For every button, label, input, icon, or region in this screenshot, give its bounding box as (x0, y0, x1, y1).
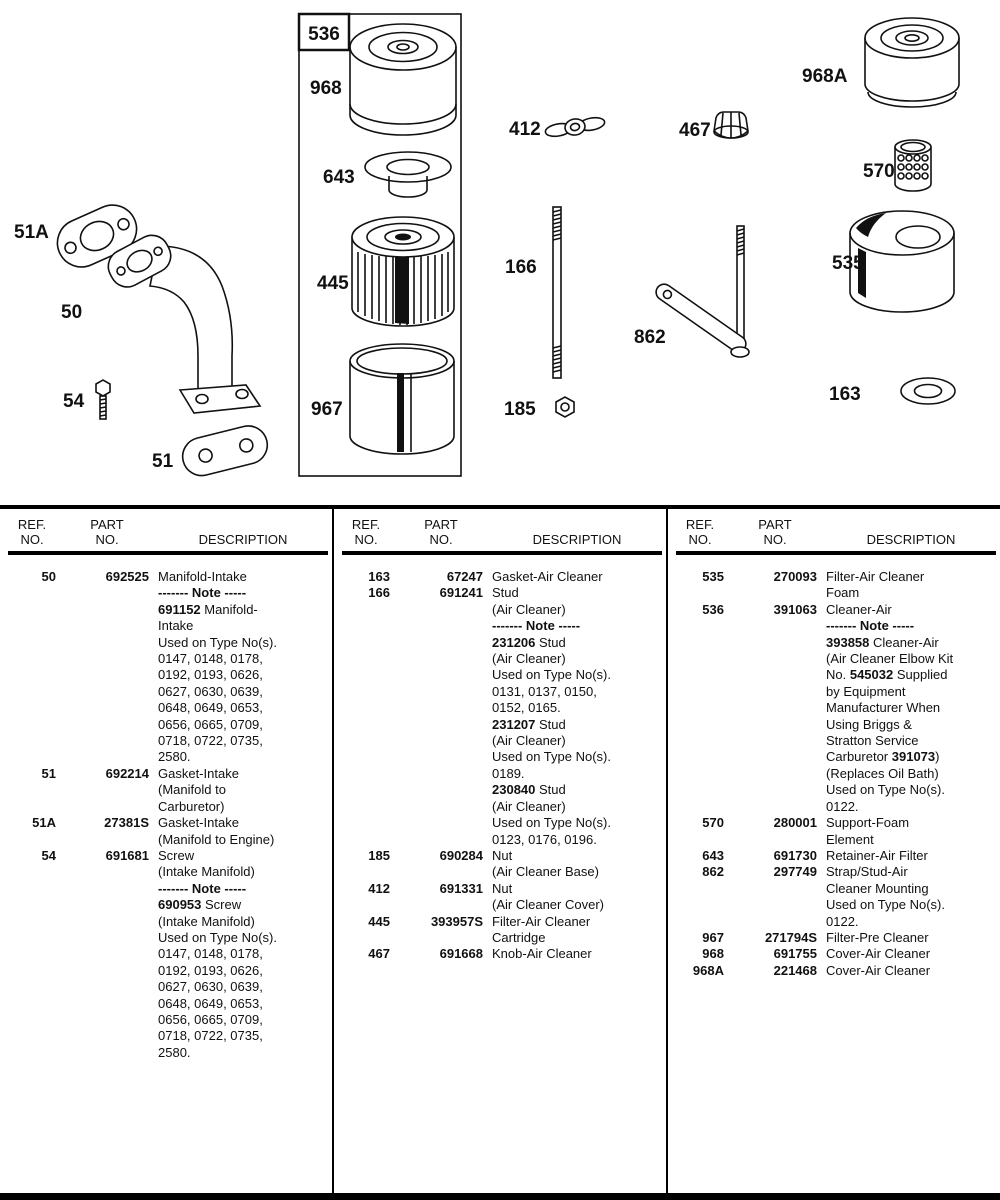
part-no: 67247 (446, 569, 483, 584)
description-line: Cartridge (492, 929, 546, 945)
part-445-filter-cartridge (352, 217, 454, 326)
description (492, 946, 662, 962)
description-line: Support-Foam (826, 815, 910, 831)
ref-no: 967 (702, 929, 724, 945)
ref-no: 445 (368, 913, 390, 929)
description (826, 963, 996, 979)
header-line: NO. (688, 531, 712, 547)
part-label-51: 51 (152, 451, 174, 472)
description (826, 946, 996, 962)
part-label-968a: 968A (802, 66, 848, 87)
table-row (342, 848, 662, 881)
description-line: 691152 Manifold- (158, 601, 258, 617)
description-line: Element (826, 831, 874, 847)
description-line: Gasket-Air Cleaner (492, 569, 603, 584)
table-row (342, 914, 662, 947)
part-51-gasket (179, 422, 272, 480)
header-ref-no (8, 518, 56, 547)
part-label-643: 643 (323, 167, 355, 188)
description-line: Foam (826, 585, 860, 601)
parts-table-section-1 (0, 509, 332, 1193)
description-line: Cleaner-Air (826, 601, 892, 617)
ref-no: 570 (702, 815, 724, 831)
table-row (676, 946, 996, 962)
description-line: Used on Type No(s). (826, 897, 945, 913)
description-line: Used on Type No(s). (826, 782, 945, 798)
table-header (342, 509, 662, 555)
ref-no: 412 (368, 880, 390, 896)
description-line: 0147, 0148, 0178, (158, 946, 263, 962)
header-line: NO. (429, 531, 453, 547)
part-967-pre-cleaner (350, 344, 454, 454)
part-no: 690284 (439, 847, 483, 863)
ref-no: 467 (368, 946, 390, 962)
description-line: ------- Note ----- (492, 618, 581, 634)
part-862-strap-stud (653, 226, 749, 357)
table-row (342, 585, 662, 848)
description-line: Filter-Air Cleaner (826, 569, 925, 584)
description (158, 848, 328, 1061)
description-line: 0648, 0649, 0653, (158, 995, 263, 1011)
description-line: Cleaner Mounting (826, 880, 929, 896)
description-line: Carburetor 391073) (826, 749, 940, 765)
part-label-166: 166 (505, 257, 537, 278)
part-54-screw (96, 380, 110, 419)
header-line: PART (424, 517, 458, 532)
description-line: ------- Note ----- (158, 880, 247, 896)
description-line: 0192, 0193, 0626, (158, 962, 263, 978)
ref-no: 968A (692, 962, 724, 978)
table-row (676, 569, 996, 602)
description-line: (Air Cleaner) (492, 798, 566, 814)
part-label-51a: 51A (14, 222, 49, 243)
description-line: 0656, 0665, 0709, (158, 1011, 263, 1027)
description-line: Used on Type No(s). (492, 667, 611, 683)
ref-no: 185 (368, 847, 390, 863)
part-968a-cover-air-cleaner (865, 18, 959, 107)
header-part-no (399, 518, 483, 547)
description-line: Gasket-Intake (158, 765, 239, 781)
table-body (342, 555, 662, 963)
part-166-stud (553, 207, 561, 378)
part-label-535: 535 (832, 253, 864, 274)
table-header (676, 509, 996, 555)
header-line: REF. (685, 517, 715, 532)
description-line: (Manifold to (158, 782, 226, 798)
header-ref-no (342, 518, 390, 547)
part-643-retainer-air-filter (365, 152, 451, 197)
header-description: DESCRIPTION (866, 531, 956, 547)
part-no: 391063 (773, 601, 817, 617)
table-row (676, 815, 996, 848)
description-line: 393858 Cleaner-Air (826, 634, 939, 650)
part-no: 27381S (104, 815, 149, 831)
parts-table-section-2 (332, 509, 666, 1193)
part-467-knob (714, 112, 748, 138)
description (492, 569, 662, 585)
description-line: 0192, 0193, 0626, (158, 667, 263, 683)
description-line: Manifold-Intake (158, 569, 247, 584)
header-description: DESCRIPTION (532, 531, 622, 547)
description (826, 930, 996, 946)
part-no: 221468 (773, 962, 817, 978)
description (158, 766, 328, 815)
part-no: 270093 (773, 569, 817, 584)
description-line: (Manifold to Engine) (158, 831, 275, 847)
ref-no: 535 (702, 569, 724, 584)
description-line: 0627, 0630, 0639, (158, 683, 263, 699)
part-label-570: 570 (863, 161, 895, 182)
description-line: 0718, 0722, 0735, (158, 733, 263, 749)
description-line: 0147, 0148, 0178, (158, 651, 263, 667)
description-line: Carburetor) (158, 798, 225, 814)
parts-table-section-3 (666, 509, 1000, 1193)
description-line: Intake (158, 618, 194, 634)
part-no: 691681 (105, 847, 149, 863)
table-row (676, 930, 996, 946)
table-body (8, 555, 328, 1061)
ref-no: 643 (702, 847, 724, 863)
description-line: ------- Note ----- (826, 618, 915, 634)
description-line: Gasket-Intake (158, 815, 239, 831)
description-line: 0122. (826, 798, 859, 814)
header-description: DESCRIPTION (198, 531, 288, 547)
table-row (8, 848, 328, 1061)
table-row (8, 815, 328, 848)
part-label-862: 862 (634, 327, 666, 348)
part-label-967: 967 (311, 399, 343, 420)
parts-diagram (0, 0, 1000, 500)
header-line: NO. (354, 531, 378, 547)
description-line: 230840 Stud (492, 782, 566, 798)
table-row (342, 881, 662, 914)
table-row (342, 569, 662, 585)
description-line: 0648, 0649, 0653, (158, 700, 263, 716)
part-label-54: 54 (63, 391, 85, 412)
part-no: 280001 (773, 815, 817, 831)
description-line: by Equipment (826, 683, 906, 699)
description-line: (Air Cleaner Base) (492, 864, 599, 880)
description-line: Screw (158, 847, 195, 863)
ref-no: 166 (368, 585, 390, 601)
part-no: 691241 (439, 585, 483, 601)
description-line: 0152, 0165. (492, 700, 561, 716)
header-line: REF. (351, 517, 381, 532)
part-label-185: 185 (504, 399, 536, 420)
description-line: 0656, 0665, 0709, (158, 716, 263, 732)
description-line: Cover-Air Cleaner (826, 946, 931, 962)
table-row (8, 569, 328, 766)
part-no: 393957S (430, 913, 483, 929)
part-no: 691755 (773, 946, 817, 962)
part-label-445: 445 (317, 273, 349, 294)
ref-no: 54 (41, 847, 56, 863)
description-line: 0131, 0137, 0150, (492, 683, 597, 699)
part-no: 297749 (773, 864, 817, 880)
description (826, 848, 996, 864)
description-line: (Air Cleaner) (492, 601, 566, 617)
description-line: Stratton Service (826, 733, 919, 749)
table-row (8, 766, 328, 815)
description-line: Retainer-Air Filter (826, 847, 928, 863)
description-line: Knob-Air Cleaner (492, 946, 592, 962)
part-570-support-foam-element (895, 140, 931, 191)
description (158, 569, 328, 766)
description-line: Filter-Pre Cleaner (826, 929, 929, 945)
ref-no: 163 (368, 569, 390, 584)
header-line: NO. (763, 531, 787, 547)
header-ref-no (676, 518, 724, 547)
description (826, 864, 996, 930)
header-line: NO. (95, 531, 119, 547)
description-line: Manufacturer When (826, 700, 941, 716)
description-line: (Air Cleaner Cover) (492, 897, 604, 913)
part-no: 692214 (105, 765, 149, 781)
description (492, 848, 662, 881)
description-line: 0123, 0176, 0196. (492, 831, 597, 847)
description-line: 2580. (158, 749, 191, 765)
part-no: 691730 (773, 847, 817, 863)
table-row (676, 848, 996, 864)
header-line: NO. (20, 531, 44, 547)
description-line: 0189. (492, 765, 525, 781)
part-412-wing-nut (544, 114, 606, 140)
description-line: Used on Type No(s). (158, 634, 277, 650)
table-row (676, 963, 996, 979)
table-body (676, 555, 996, 979)
description-line: Cover-Air Cleaner (826, 962, 931, 978)
description (492, 585, 662, 848)
description-line: ------- Note ----- (158, 585, 247, 601)
part-no: 691668 (439, 946, 483, 962)
part-label-467: 467 (679, 120, 711, 141)
description (826, 602, 996, 815)
header-line: PART (758, 517, 792, 532)
header-part-no (65, 518, 149, 547)
description-line: 0718, 0722, 0735, (158, 1028, 263, 1044)
description (826, 815, 996, 848)
header-part-no (733, 518, 817, 547)
table-row (676, 864, 996, 930)
description-line: 2580. (158, 1044, 191, 1060)
part-no: 271794S (764, 929, 817, 945)
ref-no: 51 (41, 765, 56, 781)
description-line: 690953 Screw (158, 897, 242, 913)
parts-table (0, 505, 1000, 1200)
part-label-536: 536 (308, 24, 340, 45)
description (158, 815, 328, 848)
ref-no: 536 (702, 601, 724, 617)
description-line: Nut (492, 847, 513, 863)
description-line: 231206 Stud (492, 634, 566, 650)
description-line: Nut (492, 880, 513, 896)
description-line: (Air Cleaner) (492, 733, 566, 749)
table-header (8, 509, 328, 555)
description-line: Used on Type No(s). (158, 929, 277, 945)
part-185-nut (556, 397, 574, 417)
description-line: (Air Cleaner Elbow Kit (826, 651, 954, 667)
header-line: PART (90, 517, 124, 532)
description-line: Strap/Stud-Air (826, 864, 908, 880)
part-no: 691331 (439, 880, 483, 896)
part-163-gasket (901, 378, 955, 404)
description (826, 569, 996, 602)
part-535-foam-filter (850, 211, 954, 312)
ref-no: 51A (32, 815, 56, 831)
description-line: 0122. (826, 913, 859, 929)
description (492, 914, 662, 947)
ref-no: 968 (702, 946, 724, 962)
description-line: No. 545032 Supplied (826, 667, 948, 683)
description-line: (Replaces Oil Bath) (826, 765, 939, 781)
description-line: Using Briggs & (826, 716, 912, 732)
part-label-163: 163 (829, 384, 861, 405)
description-line: (Air Cleaner) (492, 651, 566, 667)
ref-no: 50 (41, 569, 56, 584)
table-row (676, 602, 996, 815)
header-line: REF. (17, 517, 47, 532)
part-label-968: 968 (310, 78, 342, 99)
description-line: (Intake Manifold) (158, 864, 255, 880)
description-line: Filter-Air Cleaner (492, 913, 591, 929)
part-label-50: 50 (61, 302, 83, 323)
description-line: 231207 Stud (492, 716, 566, 732)
description-line: Used on Type No(s). (492, 815, 611, 831)
part-no: 692525 (105, 569, 149, 584)
table-row (342, 946, 662, 962)
description-line: (Intake Manifold) (158, 913, 255, 929)
description-line: Used on Type No(s). (492, 749, 611, 765)
part-label-412: 412 (509, 119, 541, 140)
description-line: Stud (492, 585, 519, 601)
description-line: 0627, 0630, 0639, (158, 979, 263, 995)
description (492, 881, 662, 914)
part-50-intake-manifold (102, 229, 260, 413)
ref-no: 862 (702, 864, 724, 880)
part-968-cover-air-cleaner (350, 24, 456, 135)
